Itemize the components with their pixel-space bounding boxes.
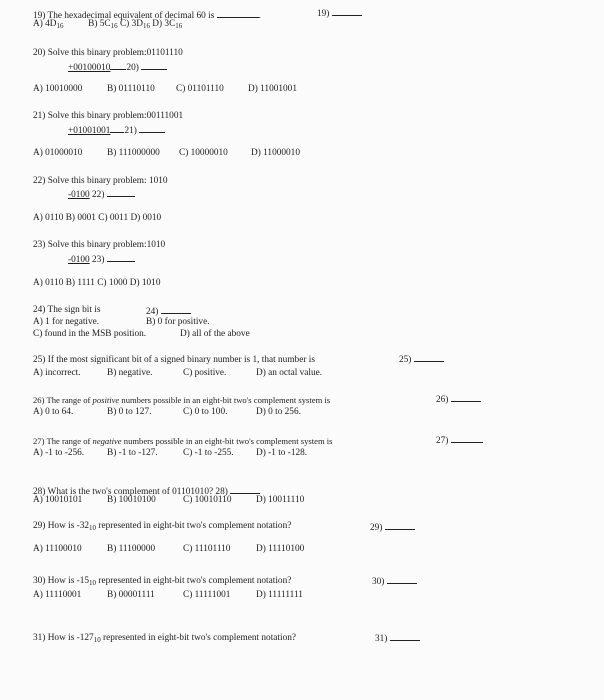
- q22-operand: -0100: [68, 190, 90, 200]
- q23-prompt: 23) Solve this binary problem:1010: [33, 240, 166, 250]
- q30-answer: 30): [372, 574, 417, 588]
- q26-choice-a: A) 0 to 64.: [33, 407, 74, 417]
- q22-operand-row: -0100 22): [68, 187, 135, 201]
- q24-choice-a: A) 1 for negative.: [33, 317, 100, 327]
- q24-prompt: 24) The sign bit is: [33, 305, 101, 315]
- q19-choice-d: D) $3C_{16}$: [152, 19, 183, 30]
- q19-choice-b: B) $5C_{16}$: [88, 19, 118, 30]
- q24-choice-d: D) all of the above: [180, 329, 250, 339]
- q19-choice-c: C) $3D_{16}$: [119, 19, 150, 30]
- q23-operand-row: -0100 23): [68, 252, 135, 266]
- q27-answer-blank[interactable]: [451, 433, 483, 443]
- q28-prompt: 28) What is the two's complement of 01101010? 28): [33, 484, 260, 498]
- q28-choice-b: B) 10010100: [107, 495, 156, 505]
- q19-inline-blank: [217, 8, 259, 18]
- q22-prompt: 22) Solve this binary problem: 1010: [33, 176, 168, 186]
- q20-choice-c: C) 01101110: [176, 84, 224, 94]
- q25-choice-b: B) negative.: [107, 368, 153, 378]
- q22-choices: A) 0110 B) 0001 C) 0011 D) 0010: [33, 213, 162, 223]
- q23-choices: A) 0110 B) 1111 C) 1000 D) 1010: [33, 278, 161, 288]
- q30-choice-a: A) 11110001: [33, 590, 82, 600]
- q29-choice-a: A) 11100010: [33, 544, 82, 554]
- q19-answer: 19): [317, 6, 362, 20]
- q20-choice-a: A) 10010000: [33, 84, 83, 94]
- q30-choice-c: C) 11111001: [183, 590, 231, 600]
- q19-choices: [33, 19, 182, 30]
- q23-answer-blank[interactable]: [107, 252, 135, 262]
- q30-choice-d: D) 11111111: [256, 590, 303, 600]
- q30-choice-b: B) 00001111: [107, 590, 155, 600]
- q28-answer-blank[interactable]: [230, 484, 260, 494]
- q20-operand: +00100010: [68, 63, 111, 73]
- q20-answer-blank[interactable]: [141, 60, 167, 70]
- q20-choice-d: D) 11001001: [248, 84, 297, 94]
- q27-choice-c: C) -1 to -255.: [183, 448, 234, 458]
- q28-choice-c: C) 10010110: [183, 495, 232, 505]
- q19-choice-a: A) $4D_{16}$: [33, 19, 64, 30]
- q24-answer: 24): [146, 304, 191, 318]
- q19-prompt: 19) The hexadecimal equivalent of decimal 60 is .: [33, 8, 261, 22]
- q29-prompt: 29) How is $-32_{10}$ represented in eight-bit two's complement notation?: [33, 521, 292, 532]
- q24-choice-c: C) found in the MSB position.: [33, 329, 147, 339]
- q20-choice-b: B) 01110110: [107, 84, 155, 94]
- q29-choice-c: C) 11101110: [183, 544, 231, 554]
- q29-choice-b: B) 11100000: [107, 544, 156, 554]
- q27-prompt: 27) The range of negative numbers possible in an eight-bit two's complement system is: [33, 436, 333, 446]
- q25-answer: 25): [399, 352, 444, 366]
- q28-choice-a: A) 10010101: [33, 495, 83, 505]
- q29-choice-d: D) 11110100: [256, 544, 305, 554]
- q27-choice-d: D) -1 to -128.: [256, 448, 308, 458]
- q22-answer-blank[interactable]: [107, 187, 135, 197]
- q25-choice-d: D) an octal value.: [256, 368, 323, 378]
- q25-prompt: 25) If the most significant bit of a signed binary number is 1, that number is: [33, 355, 315, 365]
- q26-choice-b: B) 0 to 127.: [107, 407, 152, 417]
- q21-operand: +01001001: [68, 126, 111, 136]
- q26-choice-c: C) 0 to 100.: [183, 407, 228, 417]
- q20-prompt: 20) Solve this binary problem:01101110: [33, 48, 183, 58]
- q26-prompt: 26) The range of positive numbers possible in an eight-bit two's complement system is: [33, 395, 331, 405]
- q19-answer-blank[interactable]: [332, 6, 362, 16]
- q27-choice-a: A) -1 to -256.: [33, 448, 85, 458]
- q25-choice-a: A) incorrect.: [33, 368, 81, 378]
- q20-operand-row: +00100010 20): [68, 60, 167, 74]
- q21-prompt: 21) Solve this binary problem:00111001: [33, 111, 184, 121]
- q21-choice-d: D) 11000010: [251, 148, 300, 158]
- q27-answer: 27): [436, 433, 483, 447]
- q26-answer-blank[interactable]: [451, 392, 481, 402]
- q30-prompt: 30) How is $-15_{10}$ represented in eight-bit two's complement notation?: [33, 576, 292, 587]
- q31-answer-blank[interactable]: [390, 631, 420, 641]
- q25-answer-blank[interactable]: [414, 352, 444, 362]
- q31-answer: 31): [375, 631, 420, 645]
- q21-choice-b: B) 111000000: [107, 148, 160, 158]
- q29-answer: 29): [370, 520, 415, 534]
- q26-answer: 26): [436, 392, 481, 406]
- q21-operand-row: +01001001 21): [68, 123, 165, 137]
- q24-answer-blank[interactable]: [161, 304, 191, 314]
- q31-prompt: 31) How is $-127_{10}$ represented in eight-bit two's complement notation?: [33, 633, 296, 644]
- q21-choice-a: A) 01000010: [33, 148, 83, 158]
- q28-choice-d: D) 10011110: [256, 495, 305, 505]
- q24-choice-b: B) 0 for positive.: [146, 317, 210, 327]
- q29-answer-blank[interactable]: [385, 520, 415, 530]
- q25-choice-c: C) positive.: [183, 368, 227, 378]
- q26-choice-d: D) 0 to 256.: [256, 407, 301, 417]
- q23-operand: -0100: [68, 255, 90, 265]
- q30-answer-blank[interactable]: [387, 574, 417, 584]
- q27-choice-b: B) -1 to -127.: [107, 448, 158, 458]
- q21-choice-c: C) 10000010: [179, 148, 228, 158]
- q21-answer-blank[interactable]: [139, 123, 165, 133]
